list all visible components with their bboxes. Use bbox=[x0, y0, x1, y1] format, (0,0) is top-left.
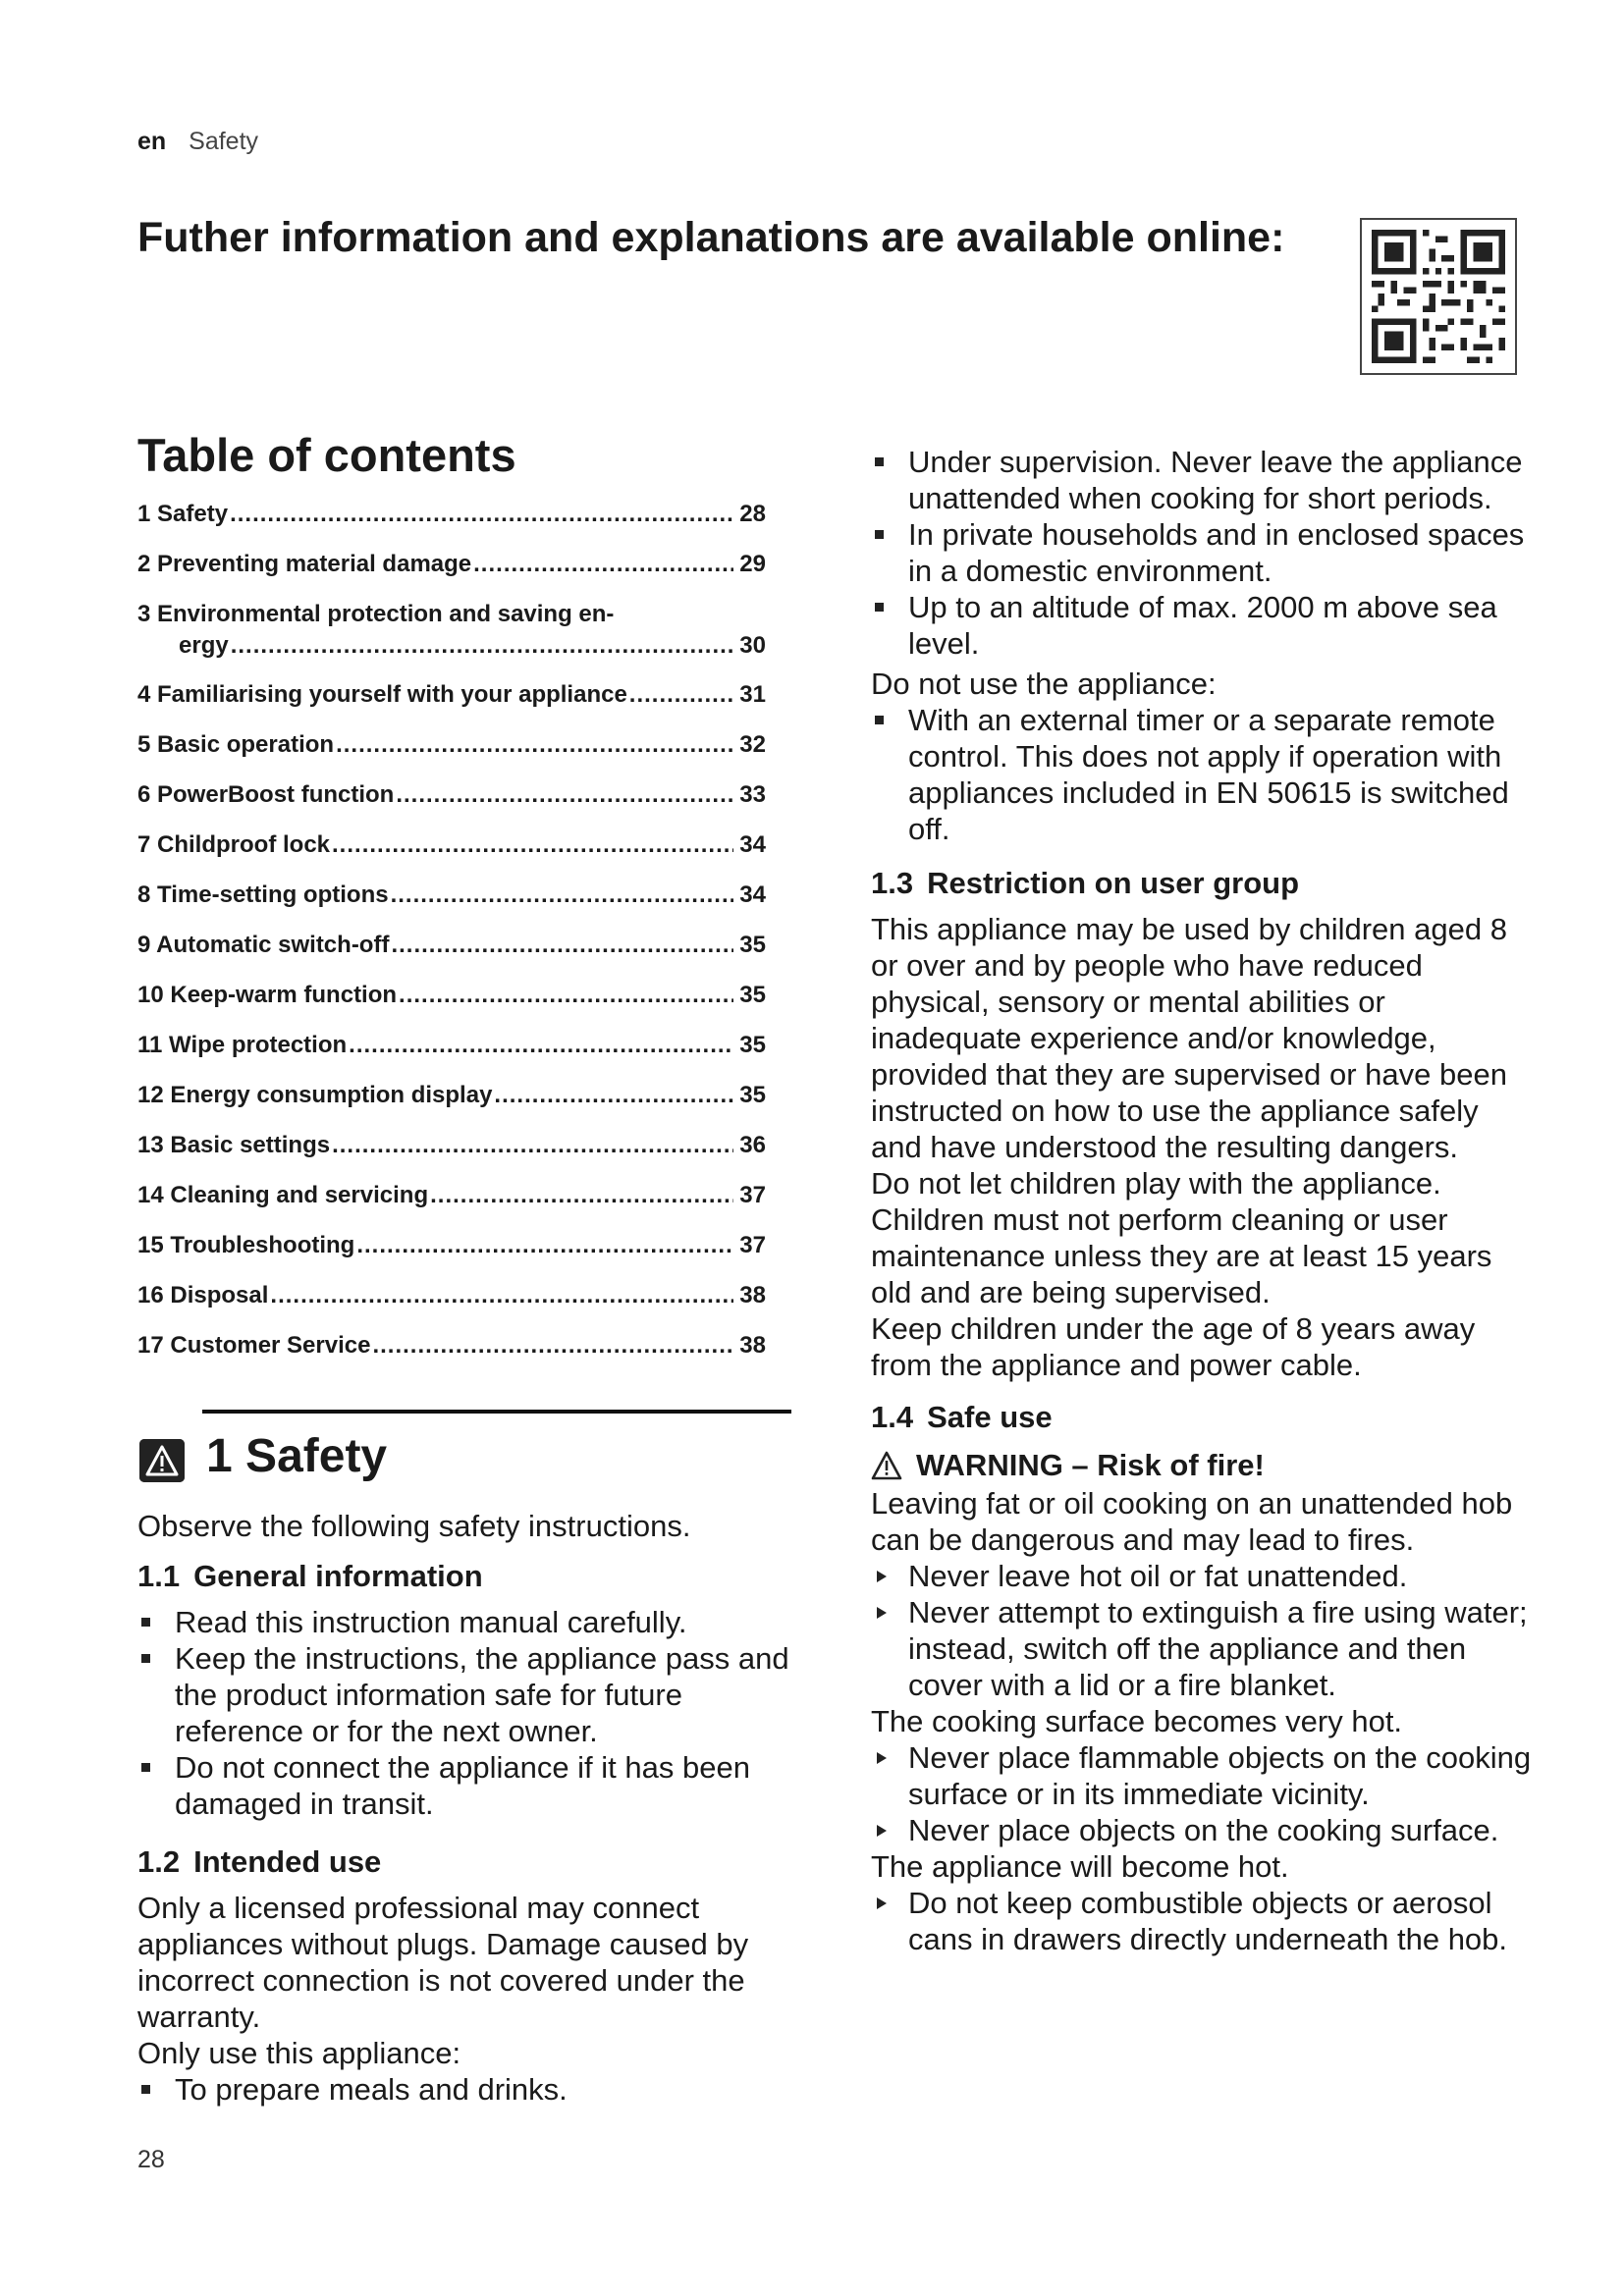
toc-entry[interactable]: 4 Familiarising yourself with your appliance ..... 31 bbox=[137, 681, 766, 731]
action-list bbox=[871, 1739, 1535, 1848]
paragraph: Only use this appliance: bbox=[137, 2035, 461, 2070]
online-info-heading: Futher information and explanations are available online: bbox=[137, 214, 1285, 261]
paragraph: Only a licensed professional may connect appliances without plugs. Damage caused by incorrect connection is not covered under the warranty. bbox=[137, 1890, 749, 2034]
action-item: Never attempt to extinguish a fire using water; instead, switch off the appliance and then cover with a lid or a fire blanket. bbox=[871, 1594, 1535, 1703]
warning-triangle-icon bbox=[871, 1451, 902, 1480]
toc-entry[interactable]: 9 Automatic switch-off ..... 35 bbox=[137, 932, 766, 982]
section-heading-intended-use: 1.2 Intended use bbox=[137, 1843, 382, 1879]
action-list bbox=[871, 1558, 1535, 1703]
paragraph: Leaving fat or oil cooking on an unattended hob can be dangerous and may lead to fires. bbox=[871, 1486, 1513, 1557]
toc-entry[interactable]: 12 Energy consumption display ..... 35 bbox=[137, 1082, 766, 1132]
action-item: Do not keep combustible objects or aerosol cans in drawers directly underneath the hob. bbox=[871, 1885, 1535, 1957]
action-item: Never leave hot oil or fat unattended. bbox=[871, 1558, 1535, 1594]
warning-title: WARNING – Risk of fire! bbox=[916, 1448, 1265, 1482]
toc-entry[interactable]: 6 PowerBoost function ..... 33 bbox=[137, 781, 766, 831]
list-item: Under supervision. Never leave the appliance unattended when cooking for short periods. bbox=[871, 444, 1535, 516]
toc-entry[interactable]: 17 Customer Service ..... 38 bbox=[137, 1332, 766, 1382]
list-item: Do not connect the appliance if it has been damaged in transit. bbox=[137, 1749, 805, 1822]
toc-entry[interactable]: 15 Troubleshooting ..... 37 bbox=[137, 1232, 766, 1282]
section-heading-general: 1.1 General information bbox=[137, 1558, 483, 1593]
paragraph: Keep children under the age of 8 years away from the appliance and power cable. bbox=[871, 1311, 1476, 1382]
paragraph: The cooking surface becomes very hot. bbox=[871, 1704, 1403, 1738]
section-heading-restriction: 1.3 Restriction on user group bbox=[871, 866, 1300, 900]
do-not-use-list bbox=[871, 702, 1535, 847]
general-list bbox=[137, 1604, 805, 1822]
toc-entry[interactable]: 2 Preventing material damage ..... 29 bbox=[137, 551, 766, 601]
paragraph: This appliance may be used by children aged 8 or over and by people who have reduced physical, sensory or mental abilities or inadequate experience and/or knowledge, provided that they are supervised or have been instructed on how to use the appliance safely and have understood the resulting dangers. bbox=[871, 912, 1507, 1164]
list-item: Up to an altitude of max. 2000 m above sea level. bbox=[871, 589, 1535, 662]
toc-entry[interactable]: 10 Keep-warm function ..... 35 bbox=[137, 982, 766, 1032]
page-number: 28 bbox=[137, 2146, 165, 2173]
table-of-contents bbox=[137, 501, 766, 1382]
safety-intro: Observe the following safety instructions. bbox=[137, 1508, 691, 1543]
running-header bbox=[137, 128, 258, 156]
toc-entry[interactable]: 16 Disposal ..... 38 bbox=[137, 1282, 766, 1332]
toc-entry[interactable]: 13 Basic settings ..... 36 bbox=[137, 1132, 766, 1182]
toc-title: Table of contents bbox=[137, 429, 516, 481]
paragraph: Do not let children play with the appliance. bbox=[871, 1166, 1441, 1201]
intended-use-list bbox=[137, 2071, 805, 2108]
list-item: In private households and in enclosed spaces in a domestic environment. bbox=[871, 516, 1535, 589]
list-item: Read this instruction manual carefully. bbox=[137, 1604, 805, 1640]
list-item: To prepare meals and drinks. bbox=[137, 2071, 805, 2108]
section-name: Safety bbox=[189, 128, 259, 155]
toc-entry[interactable]: 3 Environmental protection and saving en- ergy ..... 30 bbox=[137, 601, 766, 681]
toc-entry[interactable]: 14 Cleaning and servicing ..... 37 bbox=[137, 1182, 766, 1232]
paragraph: The appliance will become hot. bbox=[871, 1849, 1289, 1884]
action-item: Never place flammable objects on the cooking surface or in its immediate vicinity. bbox=[871, 1739, 1535, 1812]
right-column bbox=[871, 444, 1535, 1957]
left-column bbox=[137, 430, 805, 2108]
paragraph: Do not use the appliance: bbox=[871, 667, 1217, 701]
paragraph: Children must not perform cleaning or user maintenance unless they are at least 15 years old and are being supervised. bbox=[871, 1202, 1492, 1309]
toc-entry[interactable]: 1 Safety ..... 28 bbox=[137, 501, 766, 551]
list-item: Keep the instructions, the appliance pass and the product information safe for future reference or for the next owner. bbox=[137, 1640, 805, 1749]
intended-use-list-continued bbox=[871, 444, 1535, 662]
toc-entry[interactable]: 8 Time-setting options ..... 34 bbox=[137, 881, 766, 932]
chapter-title: 1 Safety bbox=[206, 1429, 388, 1482]
toc-entry[interactable]: 7 Childproof lock ..... 34 bbox=[137, 831, 766, 881]
section-heading-safe-use: 1.4 Safe use bbox=[871, 1400, 1053, 1434]
toc-entry[interactable]: 11 Wipe protection ..... 35 bbox=[137, 1032, 766, 1082]
action-item: Never place objects on the cooking surface. bbox=[871, 1812, 1535, 1848]
language-code: en bbox=[137, 128, 167, 155]
list-item: With an external timer or a separate remote control. This does not apply if operation with appliances included in EN 50615 is switched off. bbox=[871, 702, 1535, 847]
toc-entry[interactable]: 5 Basic operation ..... 32 bbox=[137, 731, 766, 781]
action-list bbox=[871, 1885, 1535, 1957]
warning-heading bbox=[871, 1447, 1535, 1483]
safety-chapter-heading bbox=[137, 1410, 805, 1508]
warning-icon bbox=[139, 1439, 185, 1482]
heading-rule bbox=[202, 1410, 791, 1414]
qr-code-icon[interactable] bbox=[1360, 218, 1517, 375]
